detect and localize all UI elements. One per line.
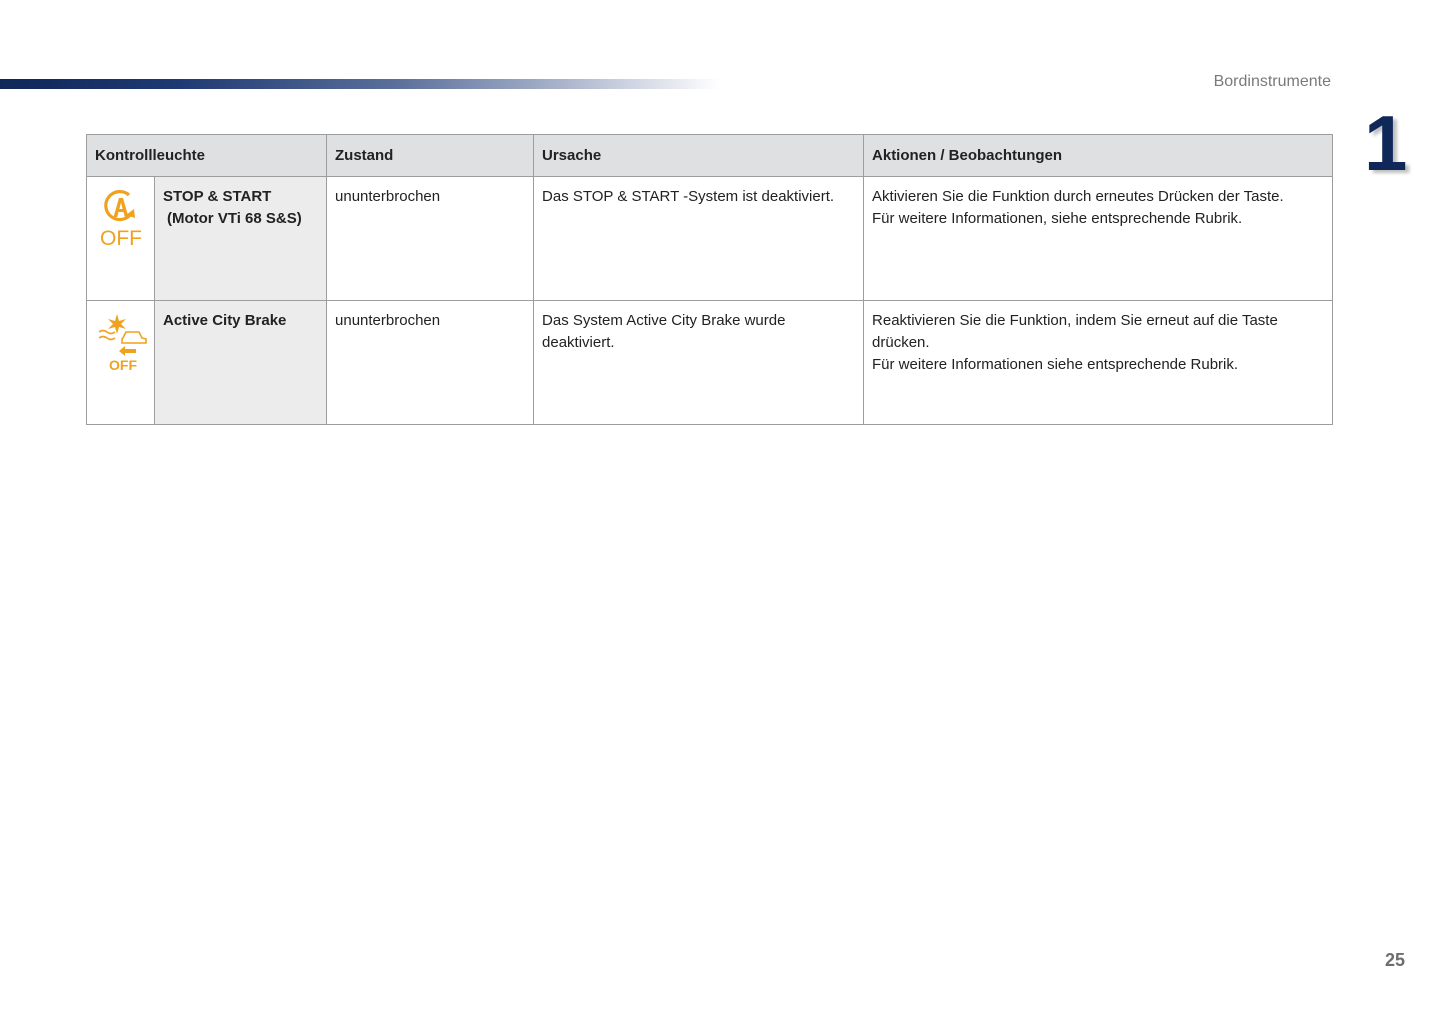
section-title: Bordinstrumente	[1213, 73, 1331, 90]
state-cell: ununterbrochen	[327, 177, 534, 301]
table-row	[87, 301, 1333, 425]
table-row	[87, 177, 1333, 301]
action-text-line2: Für weitere Informationen, siehe entsprechende Rubrik.	[872, 210, 1243, 227]
action-text-line2: Für weitere Informationen siehe entsprechende Rubrik.	[872, 356, 1239, 373]
icon-cell	[87, 177, 155, 301]
column-header-zustand: Zustand	[327, 135, 534, 177]
warning-light-name-line2: (Motor VTi 68 S&S)	[167, 210, 302, 227]
svg-text:OFF: OFF	[99, 227, 142, 248]
warning-lights-table	[86, 134, 1333, 425]
action-cell	[864, 177, 1333, 301]
chapter-number: 1	[1364, 99, 1408, 187]
column-header-aktionen: Aktionen / Beobachtungen	[864, 135, 1333, 177]
cause-cell: Das System Active City Brake wurde deaktiviert.	[534, 301, 864, 425]
column-header-ursache: Ursache	[534, 135, 864, 177]
active-city-brake-off-icon	[95, 310, 151, 374]
warning-light-name-line1: STOP & START	[163, 188, 272, 205]
warning-light-name-line1: Active City Brake	[163, 312, 287, 329]
warning-light-name	[155, 301, 327, 425]
header-gradient-bar	[0, 79, 720, 89]
action-text-line1: Reaktivieren Sie die Funktion, indem Sie erneut auf die Taste drücken.	[872, 312, 1278, 351]
cause-cell: Das STOP & START -System ist deaktiviert.	[534, 177, 864, 301]
stop-start-off-icon	[96, 186, 146, 248]
action-cell	[864, 301, 1333, 425]
column-header-kontrollleuchte: Kontrollleuchte	[87, 135, 327, 177]
action-text-line1: Aktivieren Sie die Funktion durch erneutes Drücken der Taste.	[872, 188, 1284, 205]
icon-off-label: OFF	[109, 357, 137, 373]
table-header-row	[87, 135, 1333, 177]
icon-cell	[87, 301, 155, 425]
page-number: 25	[1384, 950, 1405, 970]
warning-light-name	[155, 177, 327, 301]
state-cell: ununterbrochen	[327, 301, 534, 425]
